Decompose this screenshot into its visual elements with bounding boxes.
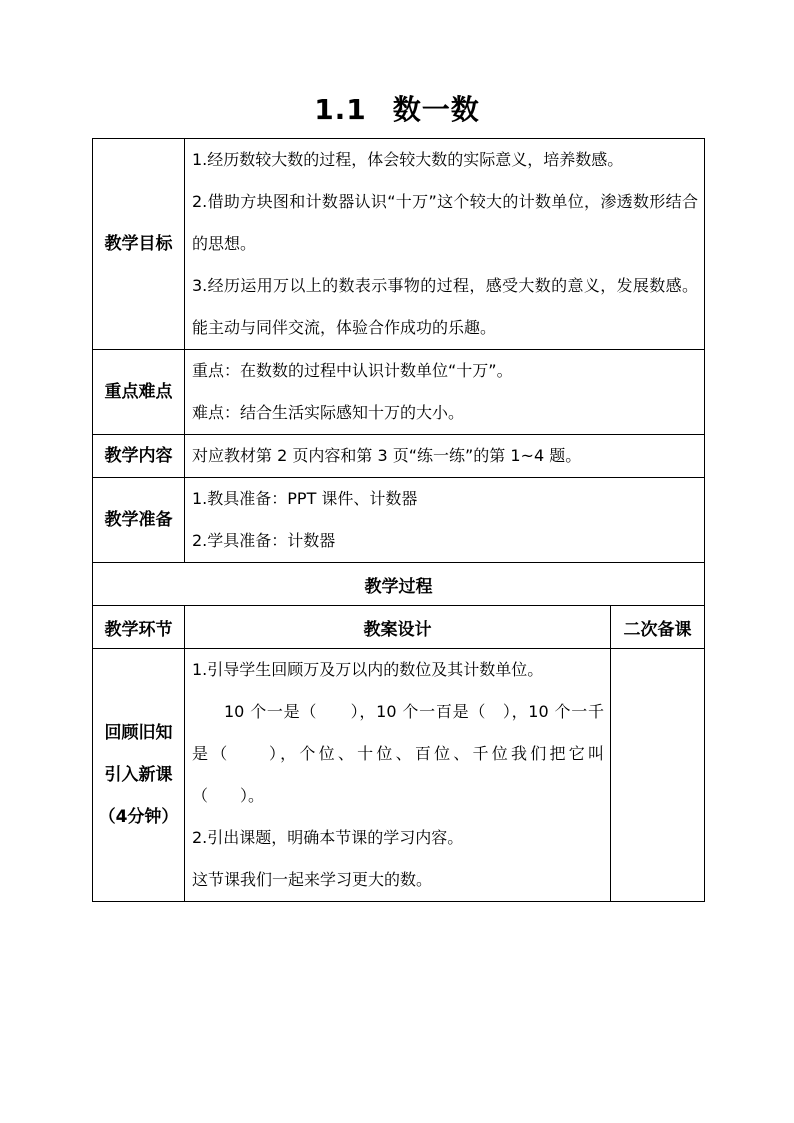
key-points-content [185, 350, 705, 435]
content-label: 教学内容 [93, 435, 185, 478]
process-columns-row [93, 606, 705, 649]
objective-item: 3.经历运用万以上的数表示事物的过程，感受大数的意义，发展数感。能主动与同伴交流，体验合作成功的乐趣。 [192, 276, 698, 337]
objective-item: 2.借助方块图和计数器认识“十万”这个较大的计数单位，渗透数形结合的思想。 [192, 192, 698, 253]
student-prep: 2.学具准备：计数器 [192, 531, 336, 550]
process-heading: 教学过程 [93, 563, 705, 606]
preparation-row [93, 478, 705, 563]
objectives-row [93, 139, 705, 350]
objectives-label: 教学目标 [93, 139, 185, 350]
content-text: 对应教材第 2 页内容和第 3 页“练一练”的第 1~4 题。 [185, 435, 705, 478]
design-line: 2.引出课题，明确本节课的学习内容。 [192, 828, 464, 847]
stage-label-line: 回顾旧知 [104, 723, 173, 743]
column-stage: 教学环节 [93, 606, 185, 649]
lesson-plan-table [92, 138, 705, 902]
teacher-prep: 1.教具准备：PPT 课件、计数器 [192, 489, 418, 508]
key-points-row [93, 350, 705, 435]
key-points-label: 重点难点 [93, 350, 185, 435]
design-line: 10 个一是（ ），10 个一百是（ ），10 个一千是（ ），个位、十位、百位、千位我们把它叫（ ）。 [192, 702, 604, 805]
design-line: 1.引导学生回顾万及万以内的数位及其计数单位。 [192, 660, 544, 679]
column-revision: 二次备课 [611, 606, 705, 649]
title-text: 数一数 [392, 93, 480, 126]
page-title [0, 90, 794, 130]
stage-row [93, 649, 705, 902]
difficulty-text: 难点：结合生活实际感知十万的大小。 [192, 403, 465, 422]
column-design: 教案设计 [185, 606, 611, 649]
preparation-label: 教学准备 [93, 478, 185, 563]
focus-text: 重点：在数数的过程中认识计数单位“十万”。 [192, 361, 513, 380]
content-row [93, 435, 705, 478]
title-number: 1.1 [314, 93, 367, 126]
objective-item: 1.经历数较大数的过程，体会较大数的实际意义，培养数感。 [192, 150, 624, 169]
revision-cell [611, 649, 705, 902]
preparation-content [185, 478, 705, 563]
design-line: 这节课我们一起来学习更大的数。 [192, 870, 433, 889]
stage-design [185, 649, 611, 902]
stage-duration: （4分钟） [98, 807, 179, 827]
objectives-content [185, 139, 705, 350]
process-heading-row [93, 563, 705, 606]
stage-label-line: 引入新课 [104, 765, 173, 785]
stage-label [93, 649, 185, 902]
